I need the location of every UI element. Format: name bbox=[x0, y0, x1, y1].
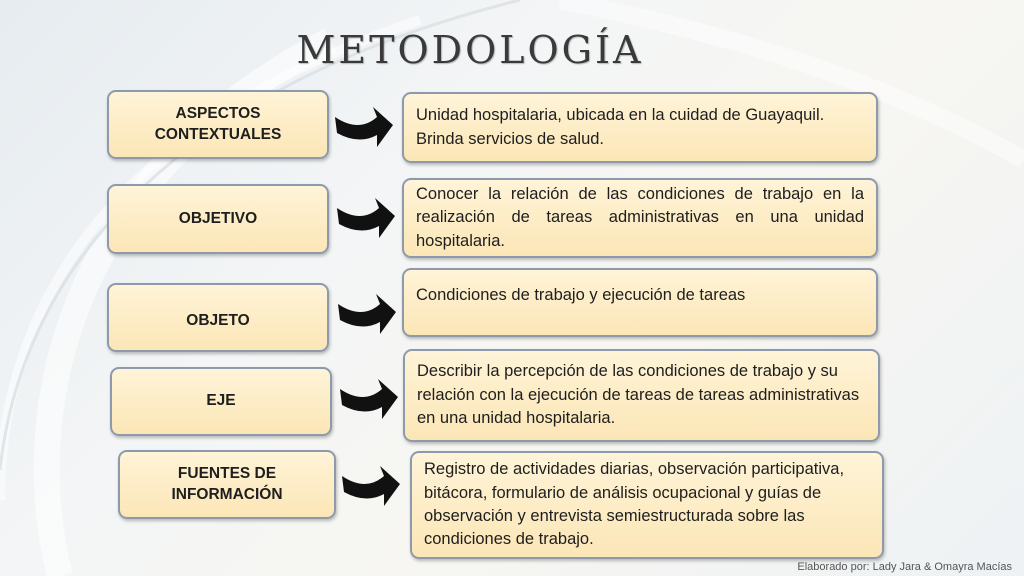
footer-credit: Elaborado por: Lady Jara & Omayra Macías bbox=[797, 561, 1012, 573]
label-box-objetivo bbox=[107, 184, 329, 254]
label-box-objeto bbox=[107, 283, 329, 352]
label-box-fuentes-de-informacion bbox=[118, 450, 336, 519]
description-text: Unidad hospitalaria, ubicada en la cuidad de Guayaquil. Brinda servicios de salud. bbox=[416, 106, 825, 148]
label-text: OBJETO bbox=[186, 312, 250, 330]
page-title: METODOLOGÍA bbox=[296, 28, 644, 72]
label-text: ASPECTOS CONTEXTUALES bbox=[154, 104, 282, 143]
right-arrow-icon bbox=[336, 290, 398, 338]
description-text: Registro de actividades diarias, observación participativa, bitácora, formulario de análisis ocupacional y guías de observación y entrevista semiestructurada sobre las condiciones de trabajo. bbox=[424, 460, 845, 549]
right-arrow-icon bbox=[335, 194, 397, 242]
description-text: Condiciones de trabajo y ejecución de tareas bbox=[416, 286, 746, 304]
description-box-objeto bbox=[402, 268, 878, 337]
description-text: Describir la percepción de las condiciones de trabajo y su relación con la ejecución de tareas de tareas administrativas en una unidad hospitalaria. bbox=[417, 362, 860, 428]
description-box-eje bbox=[403, 349, 880, 442]
description-box-aspectos-contextuales bbox=[402, 92, 878, 163]
description-box-fuentes-de-informacion bbox=[410, 451, 884, 559]
label-text: FUENTES DE INFORMACIÓN bbox=[171, 464, 283, 503]
description-text: Conocer la relación de las condiciones de trabajo en la realización de tareas administrativas en una unidad hospitalaria. bbox=[416, 184, 864, 250]
label-text: OBJETIVO bbox=[178, 209, 258, 227]
label-text: EJE bbox=[206, 392, 236, 410]
right-arrow-icon bbox=[333, 103, 395, 151]
right-arrow-icon bbox=[340, 462, 402, 510]
description-box-objetivo bbox=[402, 178, 878, 258]
right-arrow-icon bbox=[338, 375, 400, 423]
label-box-aspectos-contextuales bbox=[107, 90, 329, 159]
label-box-eje bbox=[110, 367, 332, 436]
